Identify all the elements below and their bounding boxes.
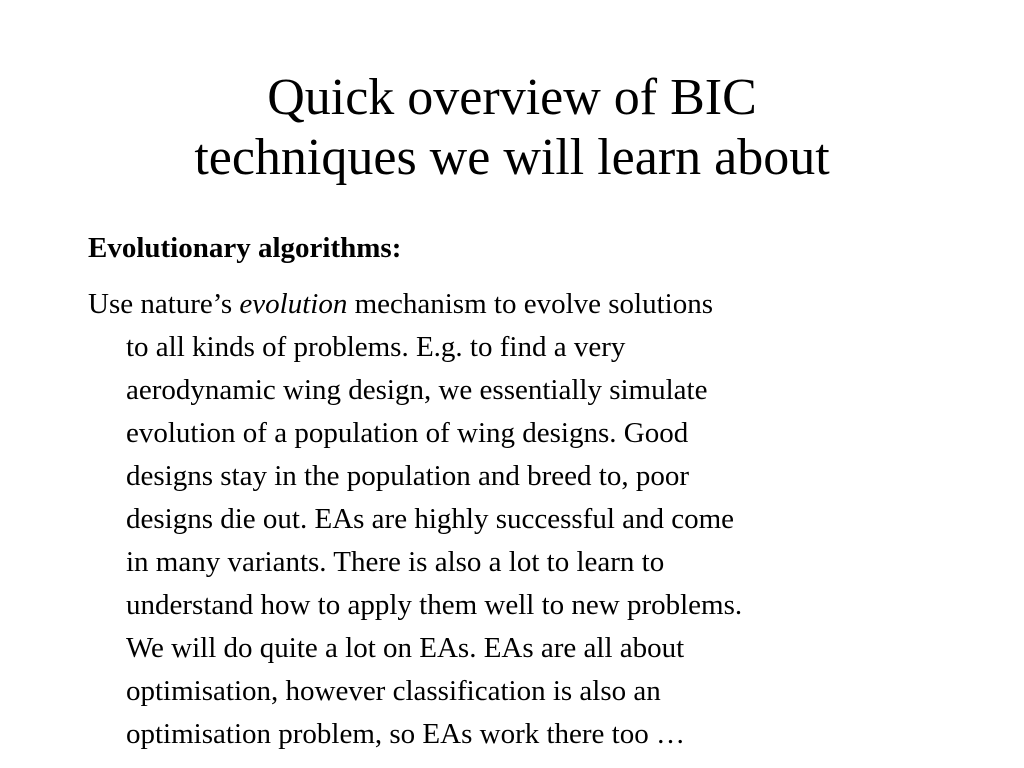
body-line: evolution of a population of wing designs. Good (126, 417, 689, 449)
body-line-1-prefix: Use nature’s (88, 288, 240, 320)
slide-title-line-2: techniques we will learn about (194, 129, 830, 186)
body-paragraph (88, 283, 988, 756)
body-line: designs stay in the population and breed to, poor (126, 460, 689, 492)
body-line-1-suffix: mechanism to evolve solutions (347, 288, 713, 320)
body-line-1 (88, 283, 988, 326)
body-line: in many variants. There is also a lot to learn to (126, 546, 665, 578)
slide-title-line-1: Quick overview of BIC (267, 69, 757, 126)
body-emphasis-evolution: evolution (239, 288, 348, 320)
body-line: optimisation, however classification is also an (126, 675, 661, 707)
body-line: We will do quite a lot on EAs. EAs are all about (126, 632, 685, 664)
body-line: understand how to apply them well to new problems. (126, 589, 743, 621)
body-line: to all kinds of problems. E.g. to find a very (126, 331, 626, 363)
slide-title (0, 68, 1024, 188)
body-line: designs die out. EAs are highly successful and come (126, 503, 735, 535)
body-line: aerodynamic wing design, we essentially simulate (126, 374, 708, 406)
body-line: optimisation problem, so EAs work there too … (126, 718, 685, 750)
section-heading: Evolutionary algorithms: (88, 232, 402, 264)
